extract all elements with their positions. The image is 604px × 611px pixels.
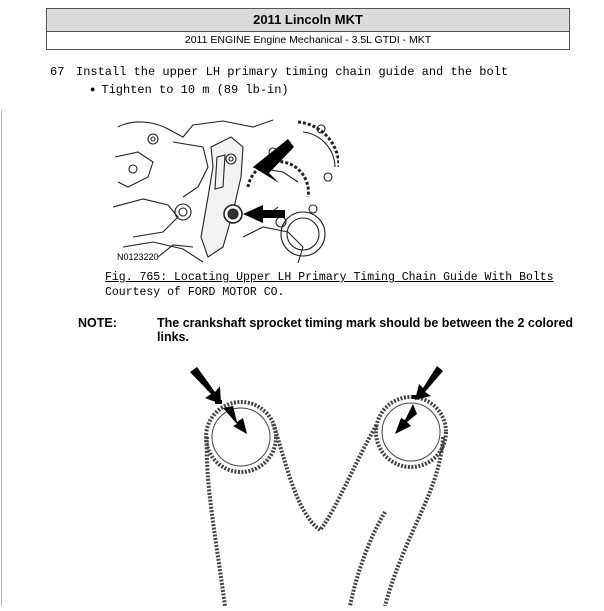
torque-spec: Tighten to 10 m (89 lb-in): [101, 83, 289, 97]
bullet-icon: ●: [90, 85, 96, 95]
step-bullet: [90, 83, 289, 97]
page-edge: [1, 110, 2, 606]
figure-caption-block: [105, 270, 554, 300]
figure-caption: Fig. 765: Locating Upper LH Primary Timing Chain Guide With Bolts: [105, 271, 554, 284]
step-number: 67: [50, 65, 65, 79]
figure-id-label: N0123220: [117, 252, 159, 262]
procedure-step: [50, 65, 508, 79]
document-subtitle: 2011 ENGINE Engine Mechanical - 3.5L GTDI - MKT: [184, 34, 432, 46]
document-header: [46, 8, 570, 50]
figure-courtesy: Courtesy of FORD MOTOR CO.: [105, 286, 285, 299]
note-label: NOTE:: [78, 316, 117, 330]
figure-timing-marks: [185, 362, 455, 611]
step-text: Install the upper LH primary timing chain guide and the bolt: [76, 65, 509, 79]
note-text: The crankshaft sprocket timing mark should be between the 2 colored links.: [157, 316, 574, 344]
figure-timing-chain-guide: [113, 117, 339, 268]
document-title: 2011 Lincoln MKT: [47, 9, 569, 32]
timing-chain-illustration: [185, 362, 455, 606]
engine-illustration: [113, 117, 339, 263]
